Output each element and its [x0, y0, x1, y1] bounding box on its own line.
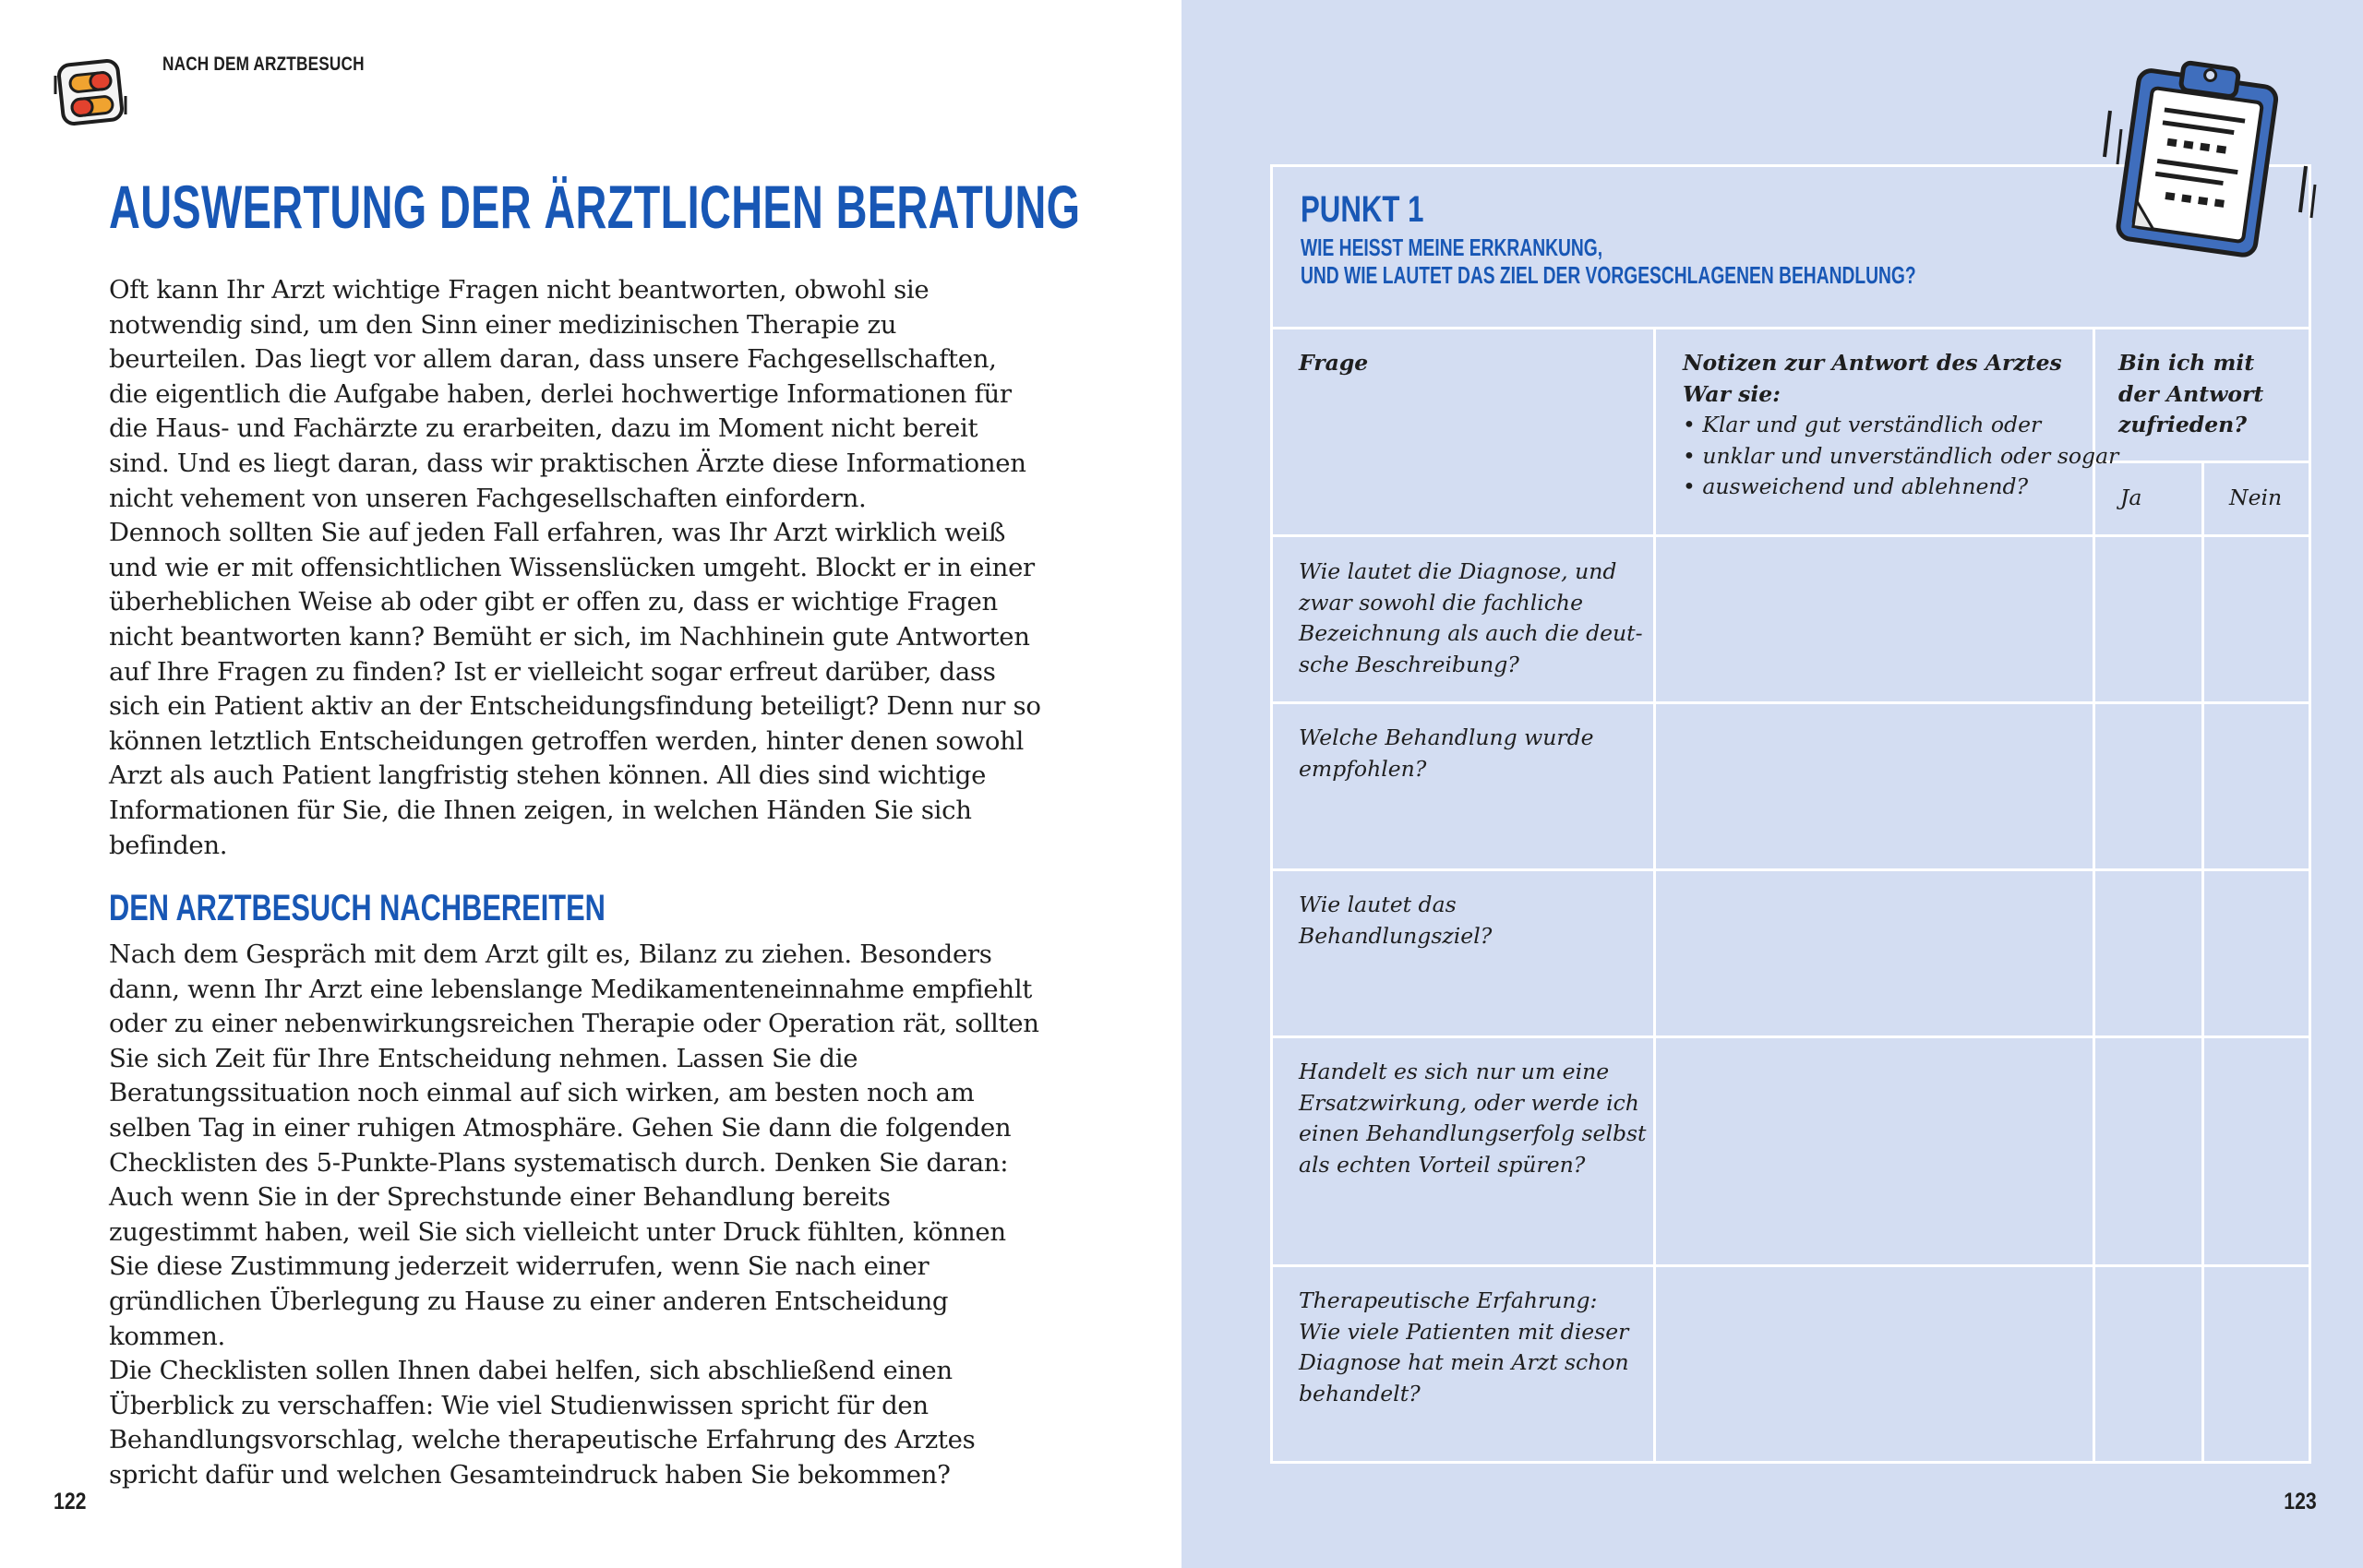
punkt-label: PUNKT 1	[1301, 189, 1424, 230]
section-paragraph: Die Checklisten sollen Ihnen dabei helfen, sich abschließend einen Überblick zu verschaffen: Wie viel Studienwissen spricht für den Behandlungsvorschlag, welche therapeutische Erfahrung des Arztes spricht dafür und welchen Gesamteindruck haben Sie bekommen?	[109, 1356, 976, 1490]
grid-line	[2093, 461, 2309, 463]
grid-line	[1273, 868, 2309, 871]
question-line: einen Behandlungserfolg selbst	[1299, 1120, 1647, 1146]
header-notes-bullets	[1683, 410, 2118, 503]
punkt-question	[1301, 233, 1916, 289]
header-notes-bullet: • Klar und gut verständlich oder	[1683, 412, 2042, 437]
header-notes-bullet: • ausweichend und ablehnend?	[1683, 473, 2029, 499]
header-frage: Frage	[1299, 350, 1369, 376]
header-notes-sub: War sie:	[1683, 380, 1781, 407]
question-line: Wie lautet das	[1299, 892, 1457, 917]
header-satisfied-line: zufrieden?	[2118, 412, 2248, 437]
intro-paragraph: Oft kann Ihr Arzt wichtige Fragen nicht beantworten, obwohl sie notwendig sind, um den Sinn einer medizinischen Therapie zu beurteilen. Das liegt vor allem daran, dass unsere Fachgesellschaften, die eigentlich die Aufgabe haben, derlei hochwertige Informationen für die Haus- und Fachärzte zu erarbeiten, dazu im Moment nicht bereit sind. Und es liegt daran, dass wir praktischen Ärzte diese Informationen nicht vehement von unseren Fachgesellschaften einfordern.	[109, 275, 1026, 513]
question-line: empfohlen?	[1299, 755, 1427, 782]
header-satisfied-line: der Antwort	[2118, 380, 2264, 407]
question-line: Wie viele Patienten mit dieser	[1299, 1318, 1629, 1345]
table-row-question	[1299, 890, 1492, 952]
page-title: AUSWERTUNG DER ÄRZTLICHEN BERATUNG	[109, 173, 1081, 241]
grid-line	[1273, 327, 2309, 329]
punkt-question-line: UND WIE LAUTET DAS ZIEL DER VORGESCHLAGENEN BEHANDLUNG?	[1301, 261, 1916, 289]
grid-line	[1273, 701, 2309, 704]
grid-line	[2201, 461, 2204, 1461]
page-number-left: 122	[54, 1489, 87, 1514]
question-line: Welche Behandlung wurde	[1299, 724, 1594, 750]
intro-paragraph: Dennoch sollten Sie auf jeden Fall erfahren, was Ihr Arzt wirklich weiß und wie er mit offensichtlichen Wissenslücken umgeht. Blockt er in einer überheblichen Weise ab oder gibt er offen zu, dass er wichtige Fragen nicht beantworten kann? Bemüht er sich, im Nachhinein gute Antworten auf Ihre Fragen zu finden? Ist er vielleicht sogar erfreut darüber, dass sich ein Patient aktiv an der Entscheidungsfindung beteiligt? Denn nur so können letztlich Entscheidungen getroffen werden, hinter denen sowohl Arzt als auch Patient langfristig stehen können. All dies sind wichtige Informationen für Sie, die Ihnen zeigen, in welchen Händen Sie sich befinden.	[109, 518, 1041, 860]
table-row-question	[1299, 557, 1643, 680]
grid-line	[1273, 1264, 2309, 1267]
grid-line	[1273, 1035, 2309, 1038]
grid-line	[1653, 327, 1656, 1461]
pill-blister-icon	[54, 57, 129, 129]
question-line: Behandlungsziel?	[1299, 922, 1493, 949]
question-line: Bezeichnung als auch die deut-	[1299, 620, 1643, 646]
section-paragraph: Nach dem Gespräch mit dem Arzt gilt es, Bilanz zu ziehen. Besonders dann, wenn Ihr Arzt eine lebenslange Medikamenteneinnahme empfiehlt oder zu einer nebenwirkungsreichen Therapie oder Operation rät, sollten Sie sich Zeit für Ihre Entscheidung nehmen. Lassen Sie die Beratungssituation noch einmal auf sich wirken, am besten noch am selben Tag in einer ruhigen Atmosphäre. Gehen Sie dann die folgenden Checklisten des 5-Punkte-Plans systematisch durch. Denken Sie daran: Auch wenn Sie in der Sprechstunde einer Behandlung bereits zugestimmt haben, weil Sie sich vielleicht unter Druck fühlten, können Sie diese Zustimmung jederzeit widerrufen, wenn Sie nach einer gründlichen Überlegung zu Hause zu einer anderen Entscheidung kommen.	[109, 940, 1039, 1351]
page-number-right: 123	[2284, 1489, 2317, 1514]
checklist-table	[1270, 164, 2311, 1464]
question-line: Ersatzwirkung, oder werde ich	[1299, 1089, 1639, 1116]
grid-line	[1273, 534, 2309, 537]
question-line: zwar sowohl die fachliche	[1299, 589, 1583, 616]
running-head: NACH DEM ARZTBESUCH	[162, 54, 365, 75]
question-line: als echten Vorteil spüren?	[1299, 1151, 1586, 1178]
header-ja: Ja	[2120, 485, 2142, 510]
header-satisfied-line: Bin ich mit	[2118, 350, 2255, 376]
header-nein: Nein	[2229, 485, 2283, 510]
table-row-question	[1299, 723, 1594, 784]
question-line: Therapeutische Erfahrung:	[1299, 1287, 1598, 1313]
question-line: sche Beschreibung?	[1299, 651, 1519, 677]
header-notes	[1683, 348, 2118, 503]
table-row-question	[1299, 1286, 1629, 1409]
punkt-question-line: WIE HEISST MEINE ERKRANKUNG,	[1301, 233, 1603, 261]
header-notes-bullet: • unklar und unverständlich oder sogar	[1683, 442, 2119, 469]
table-row-question	[1299, 1057, 1647, 1180]
section-title: DEN ARZTBESUCH NACHBEREITEN	[109, 888, 606, 928]
header-satisfied	[2118, 348, 2263, 441]
intro-text	[109, 273, 1041, 863]
question-line: behandelt?	[1299, 1380, 1421, 1406]
question-line: Diagnose hat mein Arzt schon	[1299, 1349, 1629, 1375]
question-line: Wie lautet die Diagnose, und	[1299, 558, 1617, 584]
clipboard-checklist-icon	[2097, 55, 2319, 262]
question-line: Handelt es sich nur um eine	[1299, 1059, 1610, 1084]
section-text	[109, 938, 1041, 1493]
header-notes-title: Notizen zur Antwort des Arztes	[1683, 350, 2062, 376]
